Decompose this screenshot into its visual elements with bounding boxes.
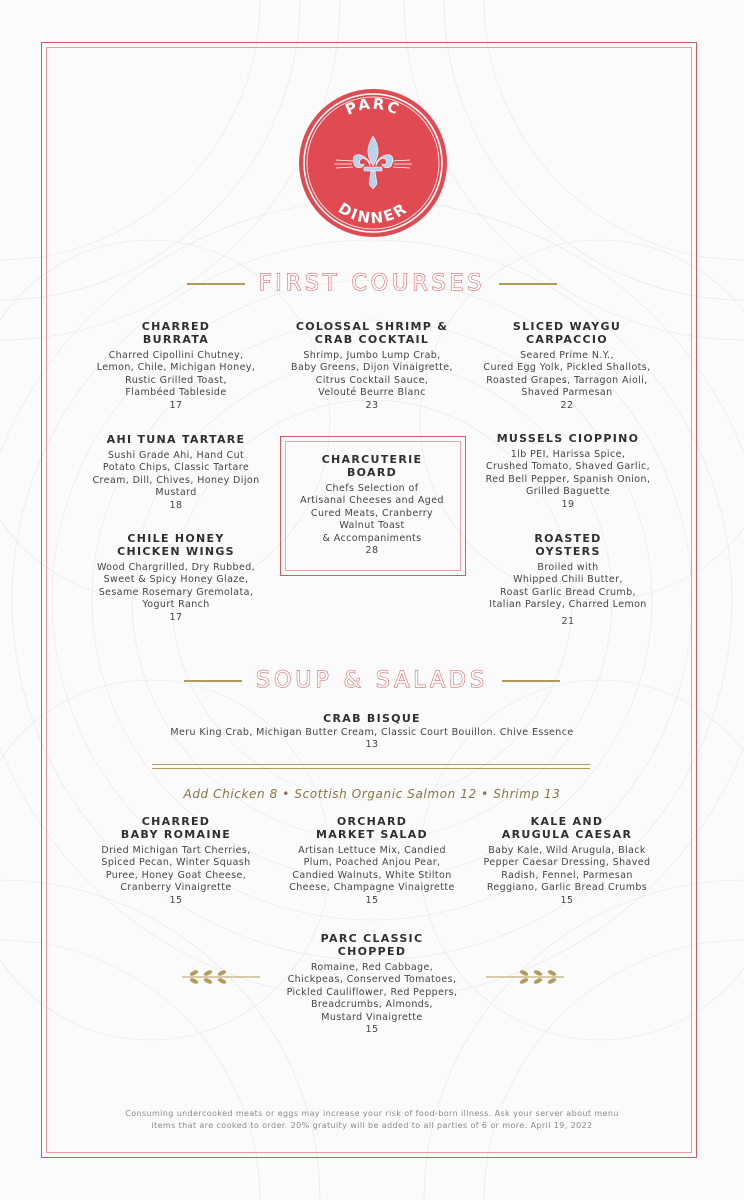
item-name: COLOSSAL SHRIMP & <box>295 320 449 333</box>
heading-rule-right <box>502 680 560 682</box>
item-description: 1lb PEI, Harissa Spice, Crushed Tomato, Shaved Garlic, Red Bell Pepper, Spanish Onion, Grilled Baguette <box>485 449 651 498</box>
item-price: 17 <box>169 399 183 411</box>
item-description: Shrimp, Jumbo Lump Crab, Baby Greens, Dijon Vinaigrette, Citrus Cocktail Sauce, Velouté Beurre Blanc <box>291 350 453 399</box>
item-name: PARC CLASSIC <box>320 932 424 945</box>
item-name: CRAB BISQUE <box>323 712 421 725</box>
item-description: Wood Chargrilled, Dry Rubbed, Sweet & Spicy Honey Glaze, Sesame Rosemary Gremolata, Yogurt Ranch <box>96 562 256 611</box>
item-name: CARPACCIO <box>526 333 608 346</box>
item-description: Seared Prime N.Y., Cured Egg Yolk, Pickled Shallots, Roasted Grapes, Tarragon Aioli, Shaved Parmesan <box>483 350 651 399</box>
item-description: Meru King Crab, Michigan Butter Cream, Classic Court Bouillon. Chive Essence <box>170 727 574 738</box>
menu-item-orchard-market-salad <box>276 815 468 907</box>
soup-salads-title: SOUP & SALADS <box>256 668 488 693</box>
item-description: Broiled with Whipped Chili Butter, Roast Garlic Bread Crumb, Italian Parsley, Charred Lemon <box>489 562 647 611</box>
item-name: CHOPPED <box>337 945 407 958</box>
menu-item-waygu-carpaccio <box>472 320 662 412</box>
heading-rule-left <box>184 680 242 682</box>
item-name: ARUGULA CAESAR <box>501 828 633 841</box>
item-price: 23 <box>365 399 379 411</box>
menu-item-ahi-tuna-tartare <box>80 433 272 512</box>
item-name: KALE AND <box>530 815 604 828</box>
logo-line1: PARC <box>342 94 404 119</box>
item-price: 19 <box>561 498 575 510</box>
soup-salads-heading <box>0 668 744 693</box>
item-name: CHARRED <box>141 320 211 333</box>
menu-item-charred-burrata <box>86 320 266 412</box>
item-name: MUSSELS CIOPPINO <box>496 432 640 445</box>
parc-dinner-logo <box>298 88 448 238</box>
item-description: Charred Cipollini Chutney, Lemon, Chile, Michigan Honey, Rustic Grilled Toast, Flambéed Tableside <box>96 350 256 399</box>
menu-item-roasted-oysters <box>472 532 664 628</box>
menu-item-baby-romaine <box>80 815 272 907</box>
footer-disclaimer <box>84 1108 660 1132</box>
logo-line2: DINNER <box>335 198 411 228</box>
menu-item-shrimp-crab-cocktail <box>276 320 468 412</box>
item-price: 17 <box>169 611 183 623</box>
item-description: Chefs Selection of Artisanal Cheeses and Aged Cured Meats, Cranberry Walnut Toast & Accompaniments <box>300 483 444 544</box>
divider-line <box>152 764 590 765</box>
item-price: 15 <box>365 1024 379 1036</box>
item-price: 28 <box>365 545 379 557</box>
heading-rule-right <box>499 283 557 285</box>
menu-item-parc-classic-chopped <box>272 932 472 1036</box>
item-name: AHI TUNA TARTARE <box>106 433 246 446</box>
item-price: 15 <box>560 894 574 906</box>
item-name: BURRATA <box>142 333 210 346</box>
first-courses-title: FIRST COURSES <box>258 271 486 296</box>
olive-branch-icon <box>484 968 566 986</box>
item-price: 15 <box>169 894 183 906</box>
item-name: CHICKEN WINGS <box>117 545 235 558</box>
menu-item-crab-bisque <box>120 712 624 752</box>
item-description: Sushi Grade Ahi, Hand Cut Potato Chips, Classic Tartare Cream, Dill, Chives, Honey Dijon Mustard <box>92 450 260 499</box>
olive-branch-icon <box>180 968 262 986</box>
item-name: SLICED WAYGU <box>512 320 622 333</box>
item-name: BOARD <box>346 466 398 479</box>
item-name: ORCHARD <box>336 815 408 828</box>
footer-line: items that are cooked to order. 20% gratuity will be added to all parties of 6 or more. April 19, 2022 <box>151 1121 593 1130</box>
item-name: BABY ROMAINE <box>120 828 232 841</box>
item-price: 22 <box>560 399 574 411</box>
item-price: 21 <box>561 615 575 627</box>
item-name: CHILE HONEY <box>127 532 225 545</box>
item-name: MARKET SALAD <box>316 828 428 841</box>
item-name: CHARCUTERIE <box>321 453 423 466</box>
item-description: Artisan Lettuce Mix, Candied Plum, Poached Anjou Pear, Candied Walnuts, White Stilton Cheese, Champagne Vinaigrette <box>289 845 455 894</box>
item-name: CHARRED <box>141 815 211 828</box>
item-name: ROASTED <box>534 532 602 545</box>
item-description: Baby Kale, Wild Arugula, Black Pepper Caesar Dressing, Shaved Radish, Fennel, Parmesan Reggiano, Garlic Bread Crumbs <box>483 845 651 894</box>
menu-item-kale-arugula-caesar <box>470 815 664 907</box>
menu-item-mussels-cioppino <box>472 432 664 511</box>
item-description: Dried Michigan Tart Cherries, Spiced Pecan, Winter Squash Puree, Honey Goat Cheese, Cranberry Vinaigrette <box>101 845 251 894</box>
item-name: CRAB COCKTAIL <box>314 333 430 346</box>
item-description: Romaine, Red Cabbage, Chickpeas, Conserved Tomatoes, Pickled Cauliflower, Red Peppers, Breadcrumbs, Almonds, Mustard Vinaigrette <box>286 962 458 1023</box>
item-name: OYSTERS <box>535 545 601 558</box>
item-price: 18 <box>169 499 183 511</box>
item-price: 13 <box>365 739 379 751</box>
divider-line <box>152 768 590 769</box>
first-courses-heading <box>0 271 744 296</box>
heading-rule-left <box>187 283 245 285</box>
menu-item-charcuterie-board <box>286 453 458 557</box>
item-price: 15 <box>365 894 379 906</box>
menu-item-chicken-wings <box>80 532 272 624</box>
footer-line: Consuming undercooked meats or eggs may increase your risk of food-born illness. Ask your server about menu <box>125 1109 619 1118</box>
add-protein-options: Add Chicken 8 • Scottish Organic Salmon 12 • Shrimp 13 <box>183 787 561 801</box>
